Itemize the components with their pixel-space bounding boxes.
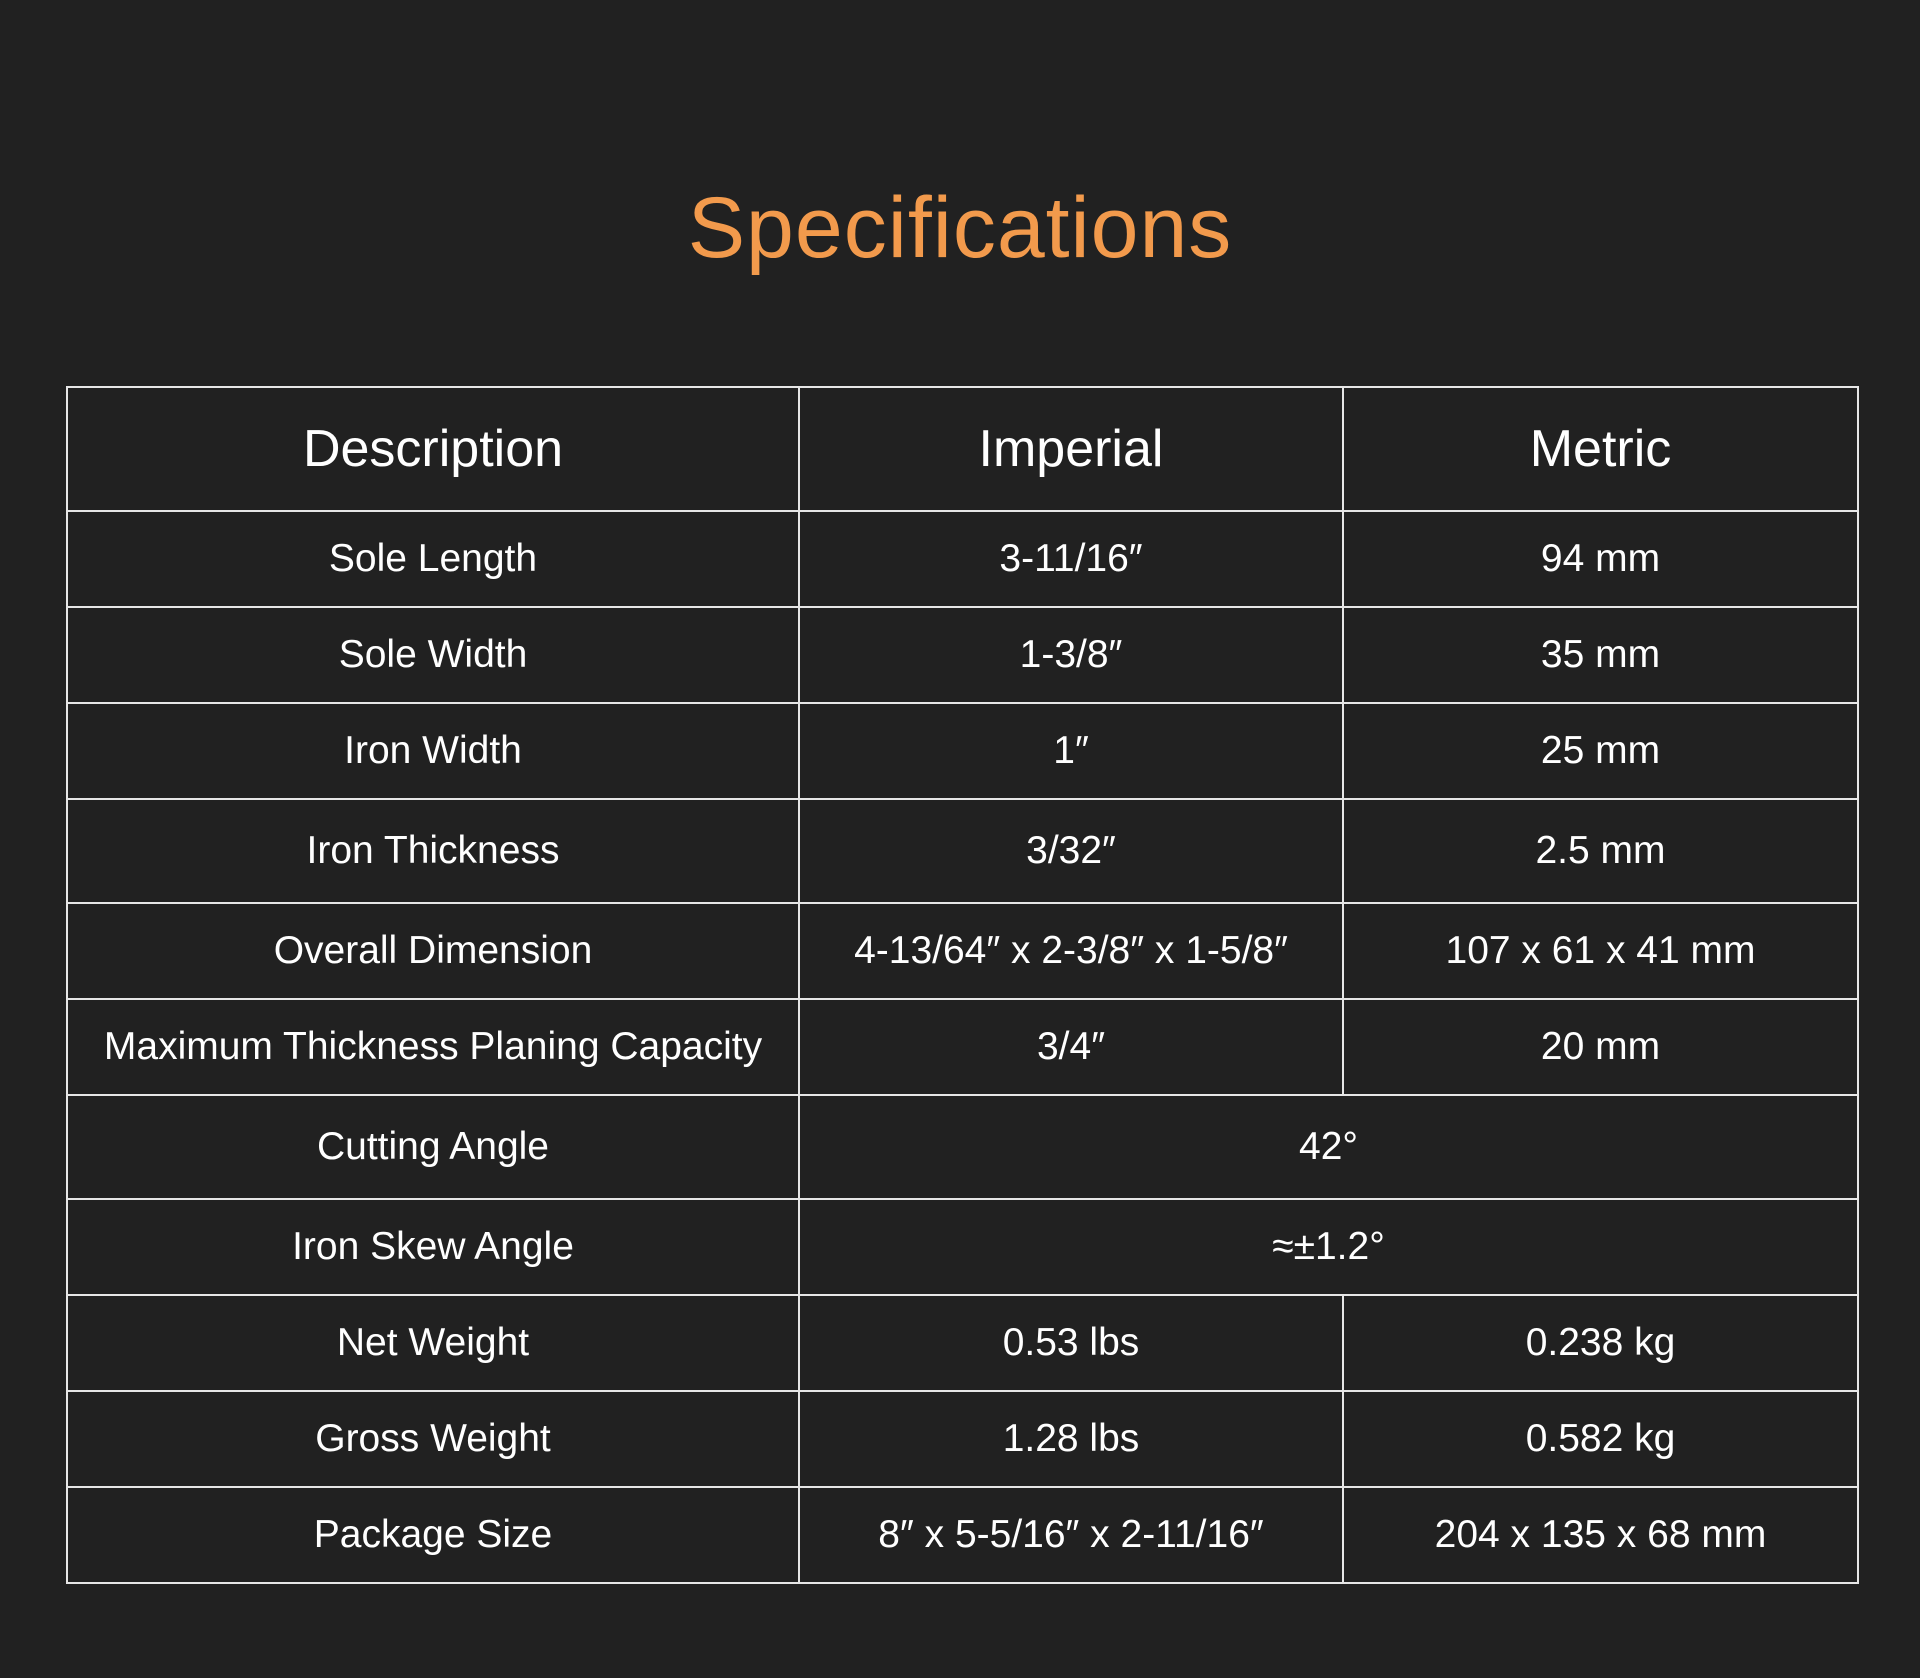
row-metric: 0.582 kg bbox=[1343, 1391, 1858, 1487]
table-row bbox=[67, 511, 1858, 607]
row-imperial: 1.28 lbs bbox=[799, 1391, 1343, 1487]
table-row bbox=[67, 1391, 1858, 1487]
row-description: Maximum Thickness Planing Capacity bbox=[67, 999, 799, 1095]
row-description: Net Weight bbox=[67, 1295, 799, 1391]
row-imperial: 3-11/16″ bbox=[799, 511, 1343, 607]
row-description: Cutting Angle bbox=[67, 1095, 799, 1199]
row-imperial: 1″ bbox=[799, 703, 1343, 799]
table-header-row bbox=[67, 387, 1858, 511]
row-metric: 35 mm bbox=[1343, 607, 1858, 703]
row-description: Overall Dimension bbox=[67, 903, 799, 999]
row-metric: 20 mm bbox=[1343, 999, 1858, 1095]
table-row bbox=[67, 703, 1858, 799]
row-description: Iron Thickness bbox=[67, 799, 799, 903]
row-description: Gross Weight bbox=[67, 1391, 799, 1487]
row-imperial: 8″ x 5-5/16″ x 2-11/16″ bbox=[799, 1487, 1343, 1583]
row-metric: 204 x 135 x 68 mm bbox=[1343, 1487, 1858, 1583]
row-metric: 107 x 61 x 41 mm bbox=[1343, 903, 1858, 999]
table-row bbox=[67, 799, 1858, 903]
column-header-description: Description bbox=[67, 387, 799, 511]
row-description: Iron Skew Angle bbox=[67, 1199, 799, 1295]
row-merged-value: ≈±1.2° bbox=[799, 1199, 1858, 1295]
row-description: Iron Width bbox=[67, 703, 799, 799]
table-row bbox=[67, 903, 1858, 999]
row-description: Sole Width bbox=[67, 607, 799, 703]
row-metric: 2.5 mm bbox=[1343, 799, 1858, 903]
row-imperial: 4-13/64″ x 2-3/8″ x 1-5/8″ bbox=[799, 903, 1343, 999]
column-header-metric: Metric bbox=[1343, 387, 1858, 511]
row-merged-value: 42° bbox=[799, 1095, 1858, 1199]
row-imperial: 3/4″ bbox=[799, 999, 1343, 1095]
row-imperial: 1-3/8″ bbox=[799, 607, 1343, 703]
row-metric: 25 mm bbox=[1343, 703, 1858, 799]
table-row bbox=[67, 1095, 1858, 1199]
table-row bbox=[67, 1295, 1858, 1391]
row-imperial: 3/32″ bbox=[799, 799, 1343, 903]
row-description: Package Size bbox=[67, 1487, 799, 1583]
table-row bbox=[67, 1487, 1858, 1583]
table-row bbox=[67, 999, 1858, 1095]
page-title: Specifications bbox=[687, 180, 1233, 276]
column-header-imperial: Imperial bbox=[799, 387, 1343, 511]
specifications-table bbox=[66, 386, 1859, 1584]
row-metric: 0.238 kg bbox=[1343, 1295, 1858, 1391]
table-row bbox=[67, 607, 1858, 703]
table-row bbox=[67, 1199, 1858, 1295]
row-metric: 94 mm bbox=[1343, 511, 1858, 607]
row-imperial: 0.53 lbs bbox=[799, 1295, 1343, 1391]
row-description: Sole Length bbox=[67, 511, 799, 607]
